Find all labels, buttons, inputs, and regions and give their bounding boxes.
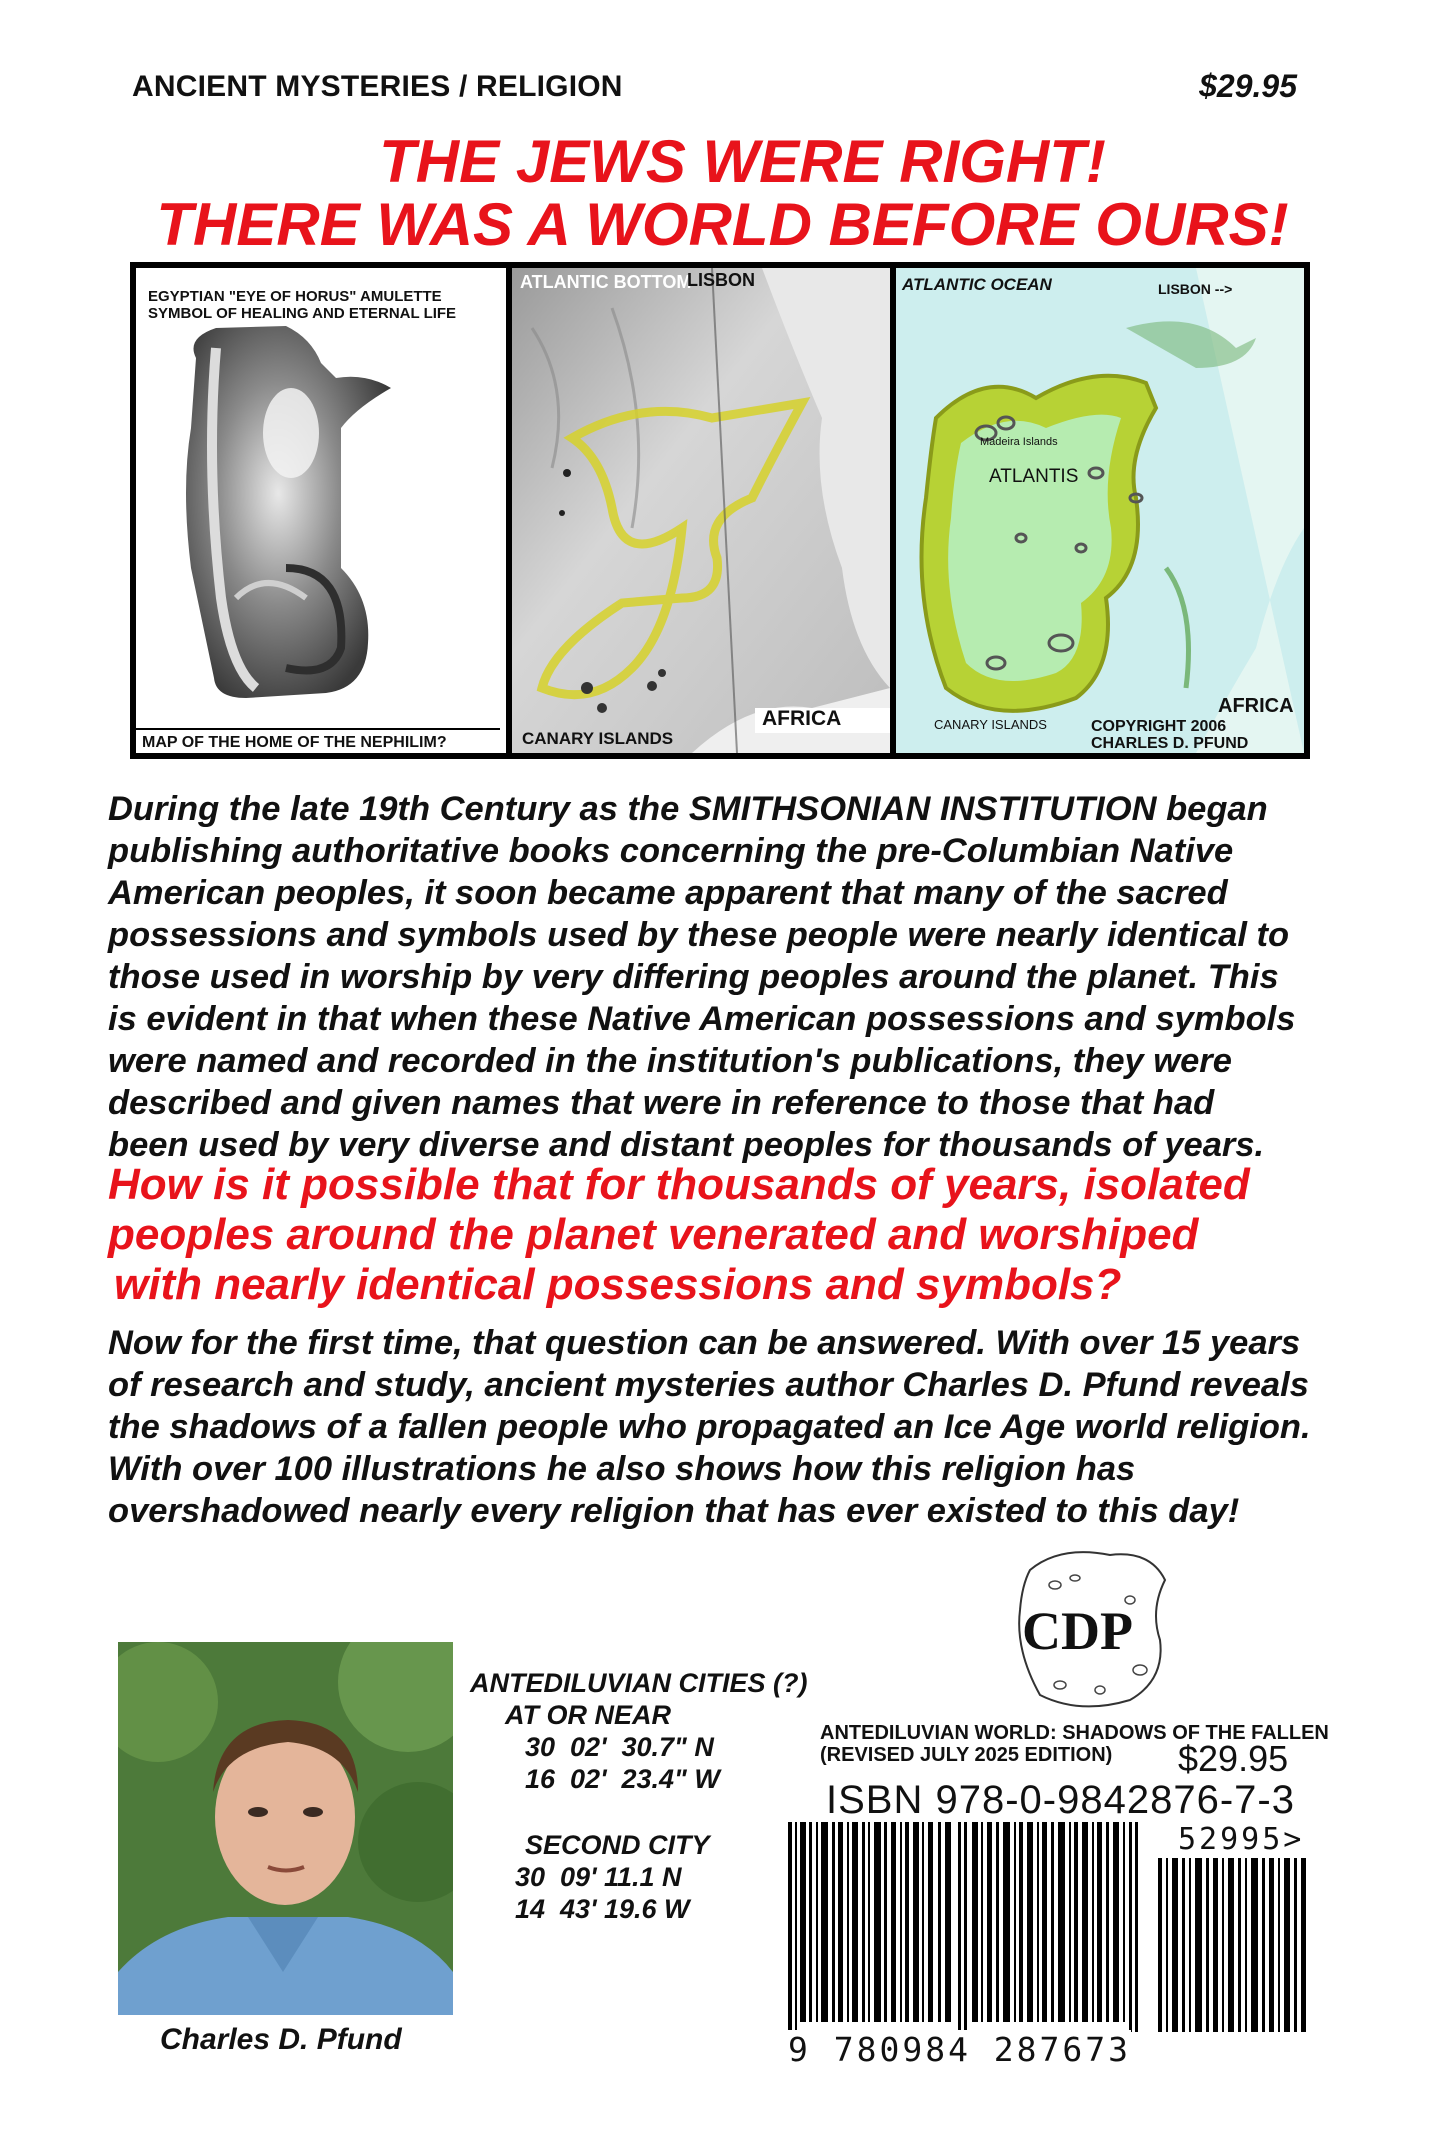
amulet-bottom-caption: MAP OF THE HOME OF THE NEPHILIM?: [142, 734, 447, 751]
description-line: those used in worship by very differing peoples around the planet. This: [108, 958, 1279, 996]
second-city-title: SECOND CITY: [525, 1830, 710, 1860]
copyright-line-2: CHARLES D. PFUND: [1091, 735, 1249, 752]
coords-title: ANTEDILUVIAN CITIES (?): [470, 1668, 808, 1698]
question-paragraph: [108, 1160, 1358, 1310]
description-line: American peoples, it soon became apparent that many of the sacred: [108, 874, 1228, 912]
description-line: is evident in that when these Native American possessions and symbols: [108, 1000, 1296, 1038]
book-edition: (REVISED JULY 2025 EDITION): [820, 1744, 1113, 1766]
illustration-panels: [130, 262, 1310, 759]
category-label: ANCIENT MYSTERIES / RELIGION: [132, 70, 623, 103]
answer-line: Now for the first time, that question can be answered. With over 15 years: [108, 1324, 1301, 1362]
author-photo: [118, 1642, 453, 2015]
seafloor-map-image: [512, 268, 890, 753]
seafloor-map-panel: [512, 268, 890, 753]
isbn-digits: 9 780984 287673: [788, 2030, 1132, 2069]
first-city-lat: 30 02' 30.7" N: [525, 1732, 714, 1762]
cdp-logo-text: CDP: [1022, 1601, 1133, 1661]
description-line: publishing authoritative books concerning the pre-Columbian Native: [108, 832, 1234, 870]
first-city-lon: 16 02' 23.4" W: [525, 1764, 720, 1794]
price-barcode: [1158, 1858, 1310, 2032]
seafloor-title: ATLANTIC BOTTOM: [520, 272, 692, 292]
description-line: During the late 19th Century as the SMITHSONIAN INSTITUTION began: [108, 790, 1268, 828]
madeira-label: Madeira Islands: [980, 436, 1058, 448]
headline-line-1: THE JEWS WERE RIGHT!: [379, 128, 1106, 195]
price-code: 52995>: [1178, 1822, 1305, 1857]
atlantis-map-image: [896, 268, 1304, 753]
isbn-text: ISBN 978-0-9842876-7-3: [826, 1778, 1295, 1822]
author-caption: Charles D. Pfund: [160, 2023, 402, 2056]
answer-line: With over 100 illustrations he also shows how this religion has: [108, 1450, 1136, 1488]
answer-line: the shadows of a fallen people who propagated an Ice Age world religion.: [108, 1408, 1311, 1446]
atlantis-lisbon: LISBON -->: [1158, 281, 1233, 297]
second-city-lat: 30 09' 11.1 N: [515, 1862, 682, 1892]
description-line: were named and recorded in the institution's publications, they were: [108, 1042, 1232, 1080]
description-line: described and given names that were in reference to those that had: [108, 1084, 1215, 1122]
description-paragraph: [108, 788, 1338, 1166]
cdp-logo: [1000, 1540, 1180, 1715]
amulet-caption-2: SYMBOL OF HEALING AND ETERNAL LIFE: [148, 305, 457, 322]
description-line: been used by very diverse and distant peoples for thousands of years.: [108, 1126, 1265, 1164]
seafloor-canary: CANARY ISLANDS: [522, 729, 674, 748]
copyright-line-1: COPYRIGHT 2006: [1091, 718, 1227, 735]
atlantis-label: ATLANTIS: [989, 466, 1079, 487]
description-line: possessions and symbols used by these people were nearly identical to: [108, 916, 1290, 954]
author-portrait: [118, 1642, 453, 2015]
answer-paragraph: [108, 1322, 1338, 1532]
question-line: peoples around the planet venerated and worshiped: [108, 1210, 1199, 1259]
answer-line: of research and study, ancient mysteries author Charles D. Pfund reveals: [108, 1366, 1309, 1404]
seafloor-lisbon: LISBON: [687, 270, 756, 290]
atlantis-africa: AFRICA: [1218, 695, 1294, 717]
question-line: How is it possible that for thousands of years, isolated: [108, 1160, 1250, 1209]
amulet-image: [136, 268, 506, 753]
isbn-barcode: [788, 1822, 1138, 2032]
atlantis-ocean-title: ATLANTIC OCEAN: [902, 275, 1052, 294]
barcode-price: $29.95: [1178, 1738, 1289, 1779]
seafloor-africa: AFRICA: [762, 707, 842, 730]
second-city-lon: 14 43' 19.6 W: [515, 1894, 690, 1924]
amulet-panel: [136, 268, 506, 753]
book-title: ANTEDILUVIAN WORLD: SHADOWS OF THE FALLEN: [820, 1722, 1329, 1744]
question-line: with nearly identical possessions and symbols?: [114, 1260, 1122, 1309]
atlantis-map-panel: [896, 268, 1304, 753]
answer-line: overshadowed nearly every religion that has ever existed to this day!: [108, 1492, 1240, 1530]
headline-line-2: THERE WAS A WORLD BEFORE OURS!: [156, 191, 1289, 258]
amulet-caption-1: EGYPTIAN "EYE OF HORUS" AMULETTE: [148, 288, 442, 305]
atlantis-canary: CANARY ISLANDS: [934, 717, 1047, 732]
coords-subtitle: AT OR NEAR: [505, 1700, 671, 1730]
cover-price: $29.95: [1199, 68, 1297, 104]
